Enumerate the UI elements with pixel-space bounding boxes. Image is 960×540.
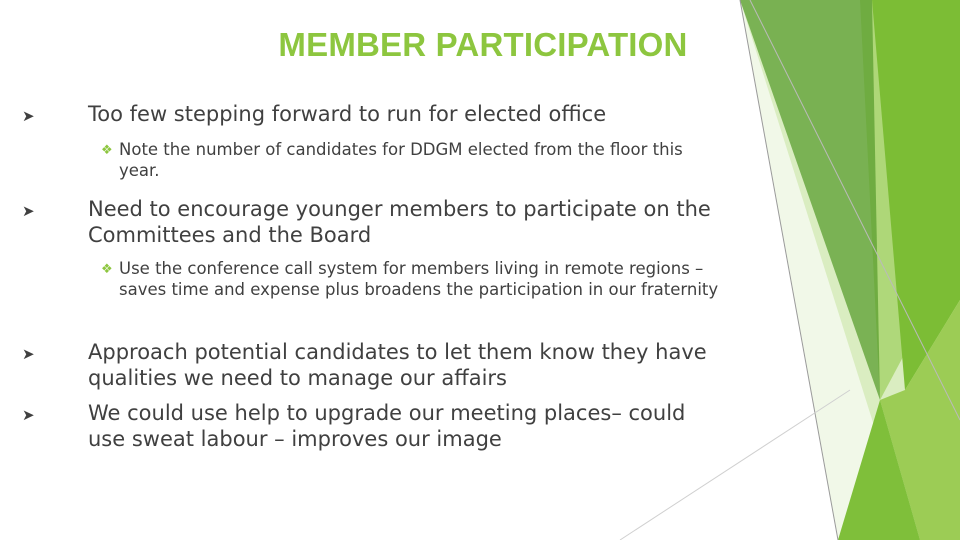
bullet-text: We could use help to upgrade our meeting places– could use sweat labour – improves our image [88,401,686,451]
sub-bullet-item [101,258,719,300]
diamond-bullet-icon: ❖ [101,262,113,277]
arrowhead-bullet-icon: ➤ [22,107,35,125]
sub-bullet-item [101,139,719,181]
bullet-item [22,400,728,452]
bullet-text: Need to encourage younger members to participate on the Committees and the Board [88,197,711,247]
bullet-item [22,339,728,391]
sub-bullet-text: Note the number of candidates for DDGM elected from the floor this year. [119,140,683,180]
slide-title: MEMBER PARTICIPATION [278,26,688,63]
arrowhead-bullet-icon: ➤ [22,202,35,220]
bullet-item [22,101,728,127]
arrowhead-bullet-icon: ➤ [22,345,35,363]
arrowhead-bullet-icon: ➤ [22,406,35,424]
bullet-text: Too few stepping forward to run for elected office [88,102,607,126]
sub-bullet-text: Use the conference call system for members living in remote regions – saves time and expense plus broadens the participation in our fraternity [119,259,719,299]
bullet-text: Approach potential candidates to let them know they have qualities we need to manage our affairs [88,340,707,390]
bullet-item [22,196,728,248]
diamond-bullet-icon: ❖ [101,143,113,158]
